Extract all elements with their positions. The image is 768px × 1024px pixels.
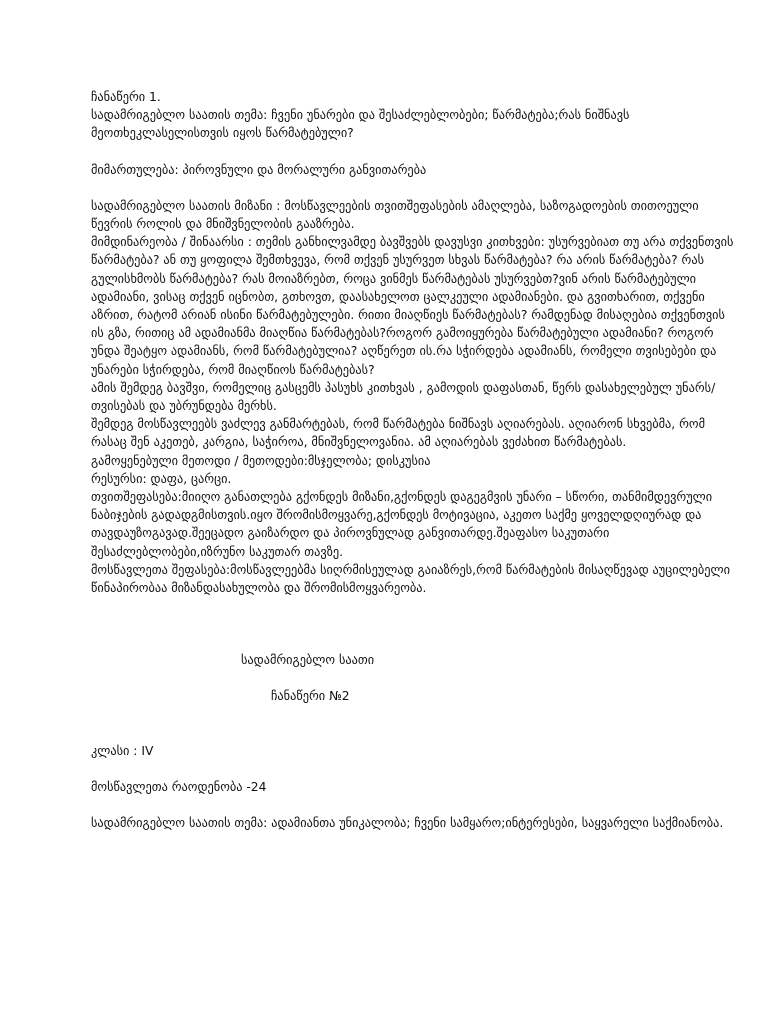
record-number-2: ჩანაწერი №2 (271, 689, 350, 704)
student-assessment: მოსწავლეთა შეფასება:მოსწავლეებმა სიღრმისეულად გაიაზრეს,რომ წარმატების მისაღწევად აუცილებელი წინაპირობაა მიზანდასახულობა და შრომისმოყვარეობა. (91, 562, 730, 596)
board-activity: ამის შემდეგ ბავშვი, რომელიც გასცემს პასუხს კითხვას , გამოდის დაფასთან, წერს დასახელებულ უნარს/თვისებას და უბრუნდება მერხს. (91, 380, 716, 414)
lesson-goal: სადამრიგებლო საათის მიზანი : მოსწავლეების თვითშეფასების ამაღლება, საზოგადოების თითოეული წევრის როლის და მნიშვნელობის გააზრება. (91, 198, 699, 232)
lesson-content: მიმდინარეობა / შინაარსი : თემის განხილვამდე ბავშვებს დავუსვი კითხვები: უსურვებიათ თუ არა თქვენთვის წარმატება? ან თუ ყოფილა შემთხვევა, რომ თქვენ უსურვეთ სხვას წარმატება? რა არის წარმატება? რას გულისხმობს წარმატება? რას მოიაზრებთ, როცა ვინმეს წარმატებას უსურვებთ?ვინ არის წარმატებული ადამიანი, ვისაც თქვენ იცნობთ, გთხოვთ, დაასახელოთ ცალკეული ადამიანები. და გვითხარით, თქვენი აზრით, რატომ არიან ისინი წარმატებულები. რითი მიაღწიეს წარმატებას? რამდენად მისაღებია თქვენთვის ის გზა, რითიც ამ ადამიანმა მიაღწია წარმატებას?როგორ გამოიყურება წარმატებული ადამიანი? როგორ უნდა შეატყო ადამიანს, რომ წარმატებულია? აღწერეთ ის.რა სჭირდება ადამიანს, რომელი თვისებები და უნარები სჭირდება, რომ მიაღწიოს წარმატებას? (91, 235, 734, 377)
lesson-topic-1: სადამრიგებლო საათის თემა: ჩვენი უნარები და შესაძლებლობები; წარმატება;რას ნიშნავს მეოთხეკლასელისთვის იყოს წარმატებული? (91, 108, 630, 141)
direction-line: მიმართულება: პიროვნული და მორალური განვითარება (91, 162, 427, 177)
success-definition: შემდეგ მოსწავლეებს ვაძლევ განმარტებას, რომ წარმატება ნიშნავს აღიარებას. აღიარონ სხვებმა, რომ რასაც შენ აკეთებ, კარგია, საჭიროა, მნიშვნელოვანია. ამ აღიარებას ვეძახით წარმატებას. (91, 417, 705, 450)
resources-line: რესურსი: დაფა, ცარცი. (91, 471, 232, 486)
student-count-line: მოსწავლეთა რაოდენობა -24 (91, 779, 267, 794)
class-line: კლასი : IV (91, 743, 154, 758)
section-title: სადამრიგებლო საათი (241, 653, 375, 668)
record-number-1: ჩანაწერი 1. (91, 90, 161, 104)
self-assessment: თვითშეფასება:მიიღო განათლება გქონდეს მიზანი,გქონდეს დაგეგმვის უნარი – სწორი, თანმიმდევრული ნაბიჯების გადადგმისთვის.იყო შრომისმოყვარე,გქონდეს მოტივაცია, აკეთო საქმე ყოველდღიურად და თავდაუზოგავად.შეეცადო გაიზარდო და პიროვნულად განვითარდე.შეაფასო საკუთარი შესაძლებლობები,იზრუნო საკუთარ თავზე. (91, 490, 713, 559)
lesson-topic-2: სადამრიგებლო საათის თემა: ადამიანთა უნიკალობა; ჩვენი სამყარო;ინტერესები, საყვარელი საქმიანობა. (91, 816, 724, 831)
document-page (91, 88, 736, 832)
methods-line: გამოყენებული მეთოდი / მეთოდები:მსჯელობა; დისკუსია (91, 453, 431, 468)
